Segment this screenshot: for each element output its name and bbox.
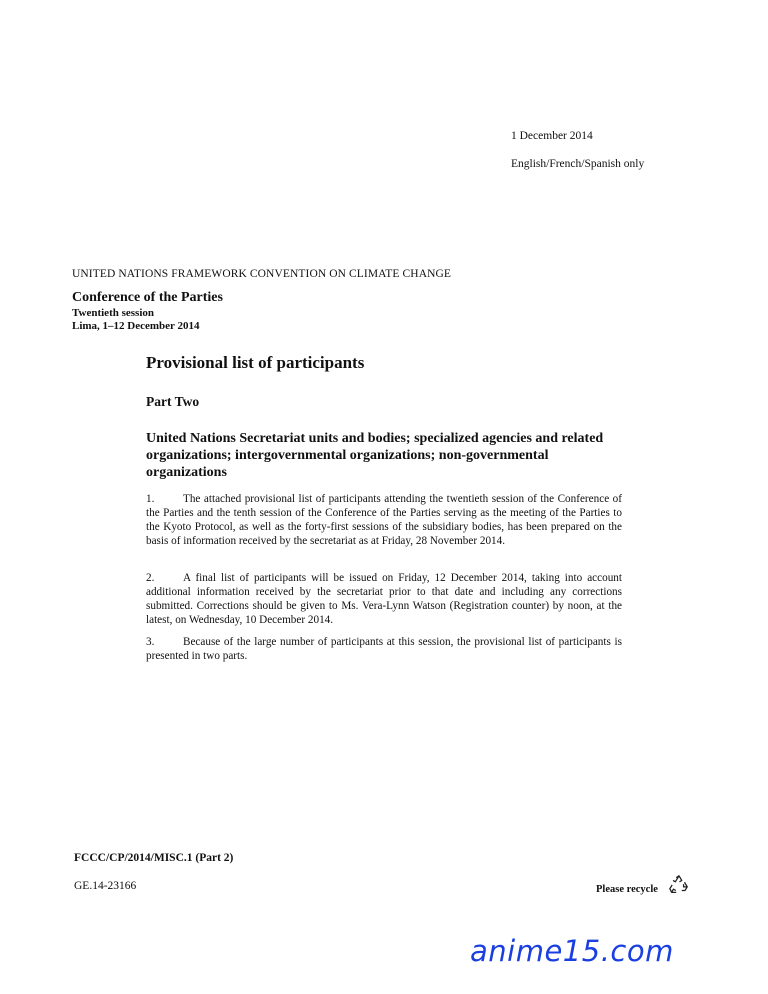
paragraph-text: A final list of participants will be issued on Friday, 12 December 2014, taking into account additional information received by the secretariat prior to that date and including any corrections submitted. Corrections should be given to Ms. Vera-Lynn Watson (Registration counter) by noon, at the latest, on Wednesday, 10 December 2014. xyxy=(146,572,622,626)
recycle-icon xyxy=(668,874,690,896)
paragraph-number: 1. xyxy=(146,493,155,505)
document-languages: English/French/Spanish only xyxy=(511,158,645,170)
paragraph-3 xyxy=(146,635,622,663)
venue-label: Lima, 1–12 December 2014 xyxy=(72,320,200,332)
paragraph-number: 3. xyxy=(146,636,155,648)
paragraph-number: 2. xyxy=(146,572,155,584)
recycle-label: Please recycle xyxy=(596,884,658,895)
document-date: 1 December 2014 xyxy=(511,130,593,142)
paragraph-text: The attached provisional list of participants attending the twentieth session of the Conference of the Parties and the tenth session of the Conference of the Parties serving as the meeting of the Parties to the Kyoto Protocol, as well as the forty-first sessions of the subsidiary bodies, has been prepared on the basis of information received by the secretariat as at Friday, 28 November 2014. xyxy=(146,493,622,547)
paragraph-text: Because of the large number of participants at this session, the provisional list of participants is presented in two parts. xyxy=(146,636,622,662)
paragraph-1 xyxy=(146,492,622,548)
watermark: anime15.com xyxy=(470,934,674,968)
job-number: GE.14-23166 xyxy=(74,880,137,892)
session-label: Twentieth session xyxy=(72,307,154,319)
document-part: Part Two xyxy=(146,394,200,409)
document-title: Provisional list of participants xyxy=(146,353,365,372)
paragraph-2 xyxy=(146,571,622,627)
document-subtitle: United Nations Secretariat units and bodies; specialized agencies and related organizations; intergovernmental organizations; non-governmental organizations xyxy=(146,431,604,480)
organization-name: UNITED NATIONS FRAMEWORK CONVENTION ON CLIMATE CHANGE xyxy=(72,268,452,280)
body-name: Conference of the Parties xyxy=(72,290,223,305)
document-symbol: FCCC/CP/2014/MISC.1 (Part 2) xyxy=(74,852,234,864)
